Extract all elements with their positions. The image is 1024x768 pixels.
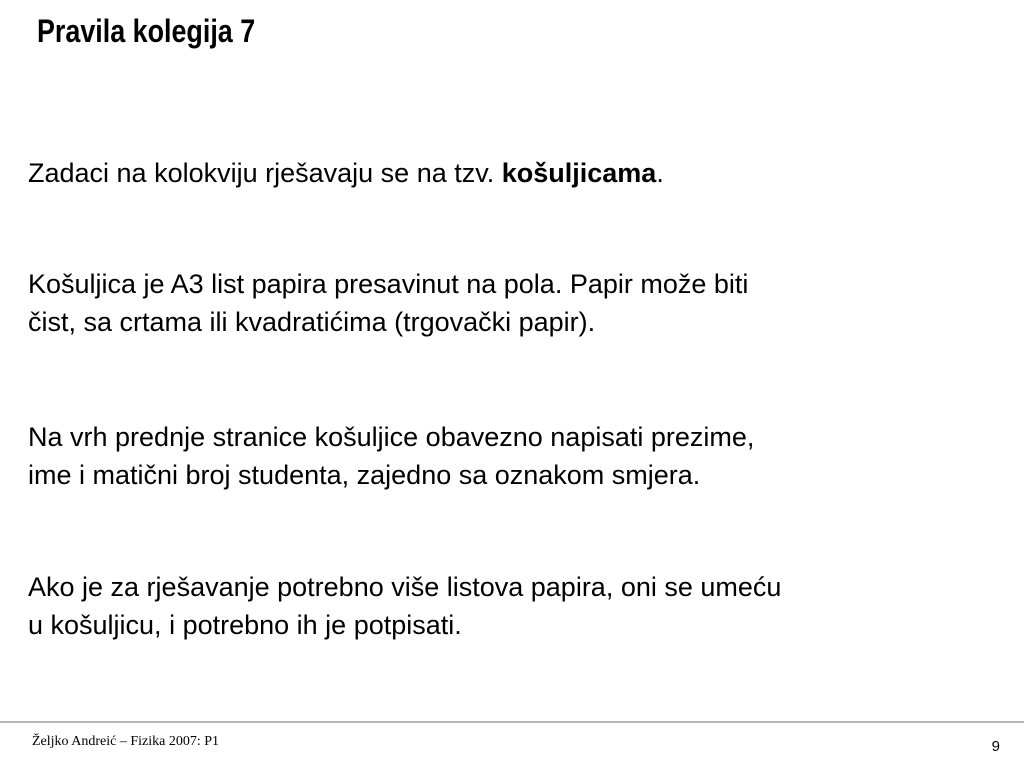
paragraph-text: Zadaci na kolokviju rješavaju se na tzv. — [28, 158, 502, 188]
paragraph-bold-term: košuljicama — [501, 158, 657, 188]
footer-author: Željko Andreić – Fizika 2007: P1 — [32, 734, 220, 749]
paragraph-line: čist, sa crtama ili kvadratićima (trgovački papir). — [28, 307, 596, 337]
page-number: 9 — [991, 738, 1000, 755]
paragraph-koSuljice — [28, 154, 664, 192]
paragraph-line: Ako je za rješavanje potrebno više listova papira, oni se umeću — [28, 572, 782, 602]
paragraph-line: ime i matični broj studenta, zajedno sa oznakom smjera. — [28, 460, 701, 490]
paragraph-line: u košuljicu, i potrebno ih je potpisati. — [28, 610, 462, 640]
paragraph-line: Košuljica je A3 list papira presavinut na pola. Papir može biti — [28, 269, 749, 299]
paragraph-a3-paper — [28, 265, 748, 341]
slide-title: Pravila kolegija 7 — [37, 13, 256, 49]
paragraph-period: . — [656, 158, 664, 188]
paragraph-extra-sheets — [28, 568, 781, 644]
paragraph-line: Na vrh prednje stranice košuljice obavezno napisati prezime, — [28, 422, 755, 452]
paragraph-student-info — [28, 418, 754, 494]
footer-divider — [0, 721, 1024, 723]
